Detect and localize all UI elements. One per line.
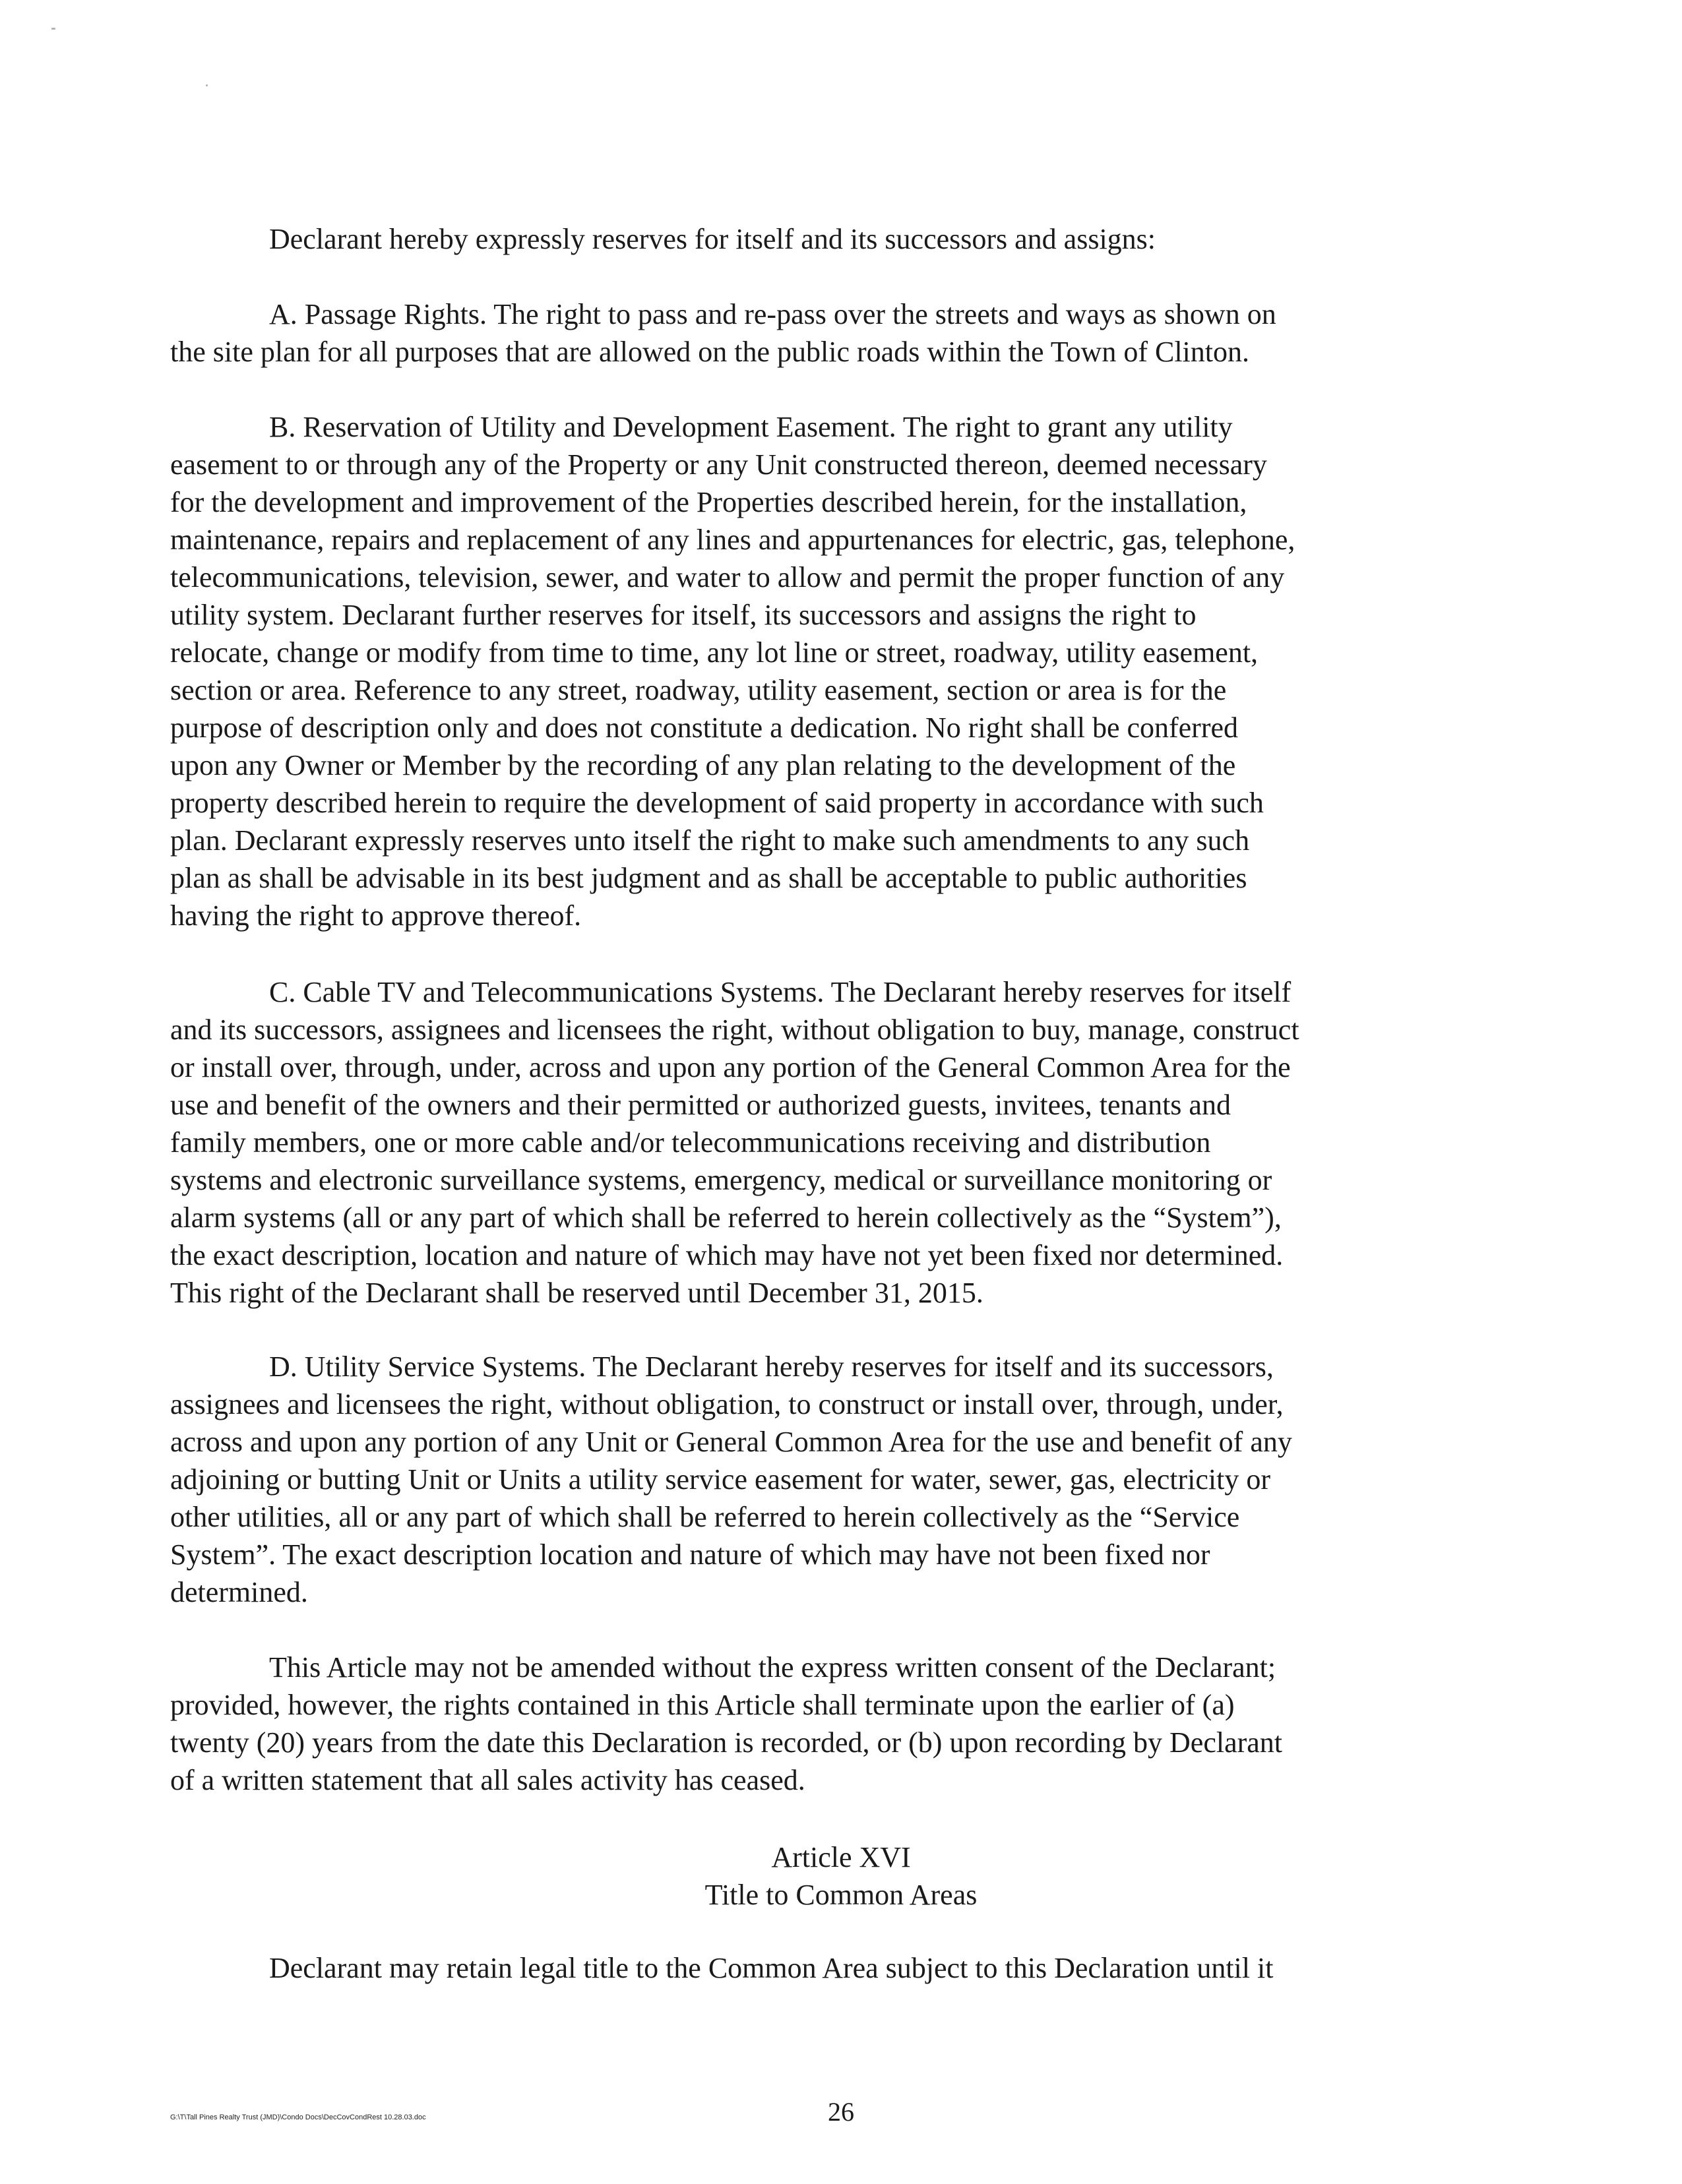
amendment-line: provided, however, the rights contained in this Article shall terminate upon the earlier of (a) — [170, 1689, 1235, 1721]
section-b-line: purpose of description only and does not constitute a dedication. No right shall be conferred — [170, 712, 1239, 744]
section-b-line: plan. Declarant expressly reserves unto itself the right to make such amendments to any such — [170, 824, 1250, 857]
article-title-heading: Title to Common Areas — [704, 1879, 978, 1911]
section-b-line: for the development and improvement of the Properties described herein, for the installation, — [170, 486, 1247, 518]
section-d-line: D. Utility Service Systems. The Declarant hereby reserves for itself and its successors, — [269, 1350, 1274, 1383]
section-b-line: plan as shall be advisable in its best judgment and as shall be acceptable to public authorities — [170, 862, 1247, 894]
scan-speck — [51, 28, 55, 30]
amendment-line: This Article may not be amended without the express written consent of the Declarant; — [269, 1651, 1276, 1684]
scan-speck — [206, 84, 208, 86]
section-d-line: determined. — [170, 1576, 308, 1608]
section-d-line: other utilities, all or any part of which shall be referred to herein collectively as the “Service — [170, 1501, 1240, 1533]
section-a-passage-rights — [170, 295, 1450, 371]
section-a-line: the site plan for all purposes that are allowed on the public roads within the Town of Clinton. — [170, 336, 1249, 368]
section-b-line: relocate, change or modify from time to time, any lot line or street, roadway, utility easement, — [170, 636, 1259, 669]
page-number: 26 — [828, 2097, 854, 2127]
section-b-line: easement to or through any of the Property or any Unit constructed thereon, deemed necessary — [170, 448, 1267, 481]
section-c-line: alarm systems (all or any part of which shall be referred to herein collectively as the “System”), — [170, 1201, 1282, 1234]
article-number-heading: Article XVI — [771, 1841, 911, 1873]
section-d-line: adjoining or butting Unit or Units a utility service easement for water, sewer, gas, electricity or — [170, 1463, 1270, 1496]
amendment-line: twenty (20) years from the date this Declaration is recorded, or (b) upon recording by Declarant — [170, 1726, 1283, 1759]
section-b-line: maintenance, repairs and replacement of any lines and appurtenances for electric, gas, telephone, — [170, 524, 1295, 556]
section-c-cable-tv — [170, 973, 1450, 1312]
section-c-line: the exact description, location and nature of which may have not yet been fixed nor determined. — [170, 1239, 1284, 1271]
section-c-line: This right of the Declarant shall be reserved until December 31, 2015. — [170, 1277, 983, 1309]
section-b-line: telecommunications, television, sewer, and water to allow and permit the proper function of any — [170, 561, 1285, 593]
section-b-line: property described herein to require the development of said property in accordance with such — [170, 787, 1264, 819]
section-c-line: C. Cable TV and Telecommunications Systems. The Declarant hereby reserves for itself — [269, 976, 1292, 1008]
section-c-line: use and benefit of the owners and their permitted or authorized guests, invitees, tenants and — [170, 1089, 1231, 1121]
amendment-line: of a written statement that all sales activity has ceased. — [170, 1764, 805, 1796]
section-d-line: across and upon any portion of any Unit or General Common Area for the use and benefit of any — [170, 1426, 1292, 1458]
section-c-line: family members, one or more cable and/or telecommunications receiving and distribution — [170, 1126, 1211, 1159]
footer-file-path: G:\T\Tall Pines Realty Trust (JMD)\Condo Docs\DecCovCondRest 10.28.03.doc — [170, 2113, 426, 2121]
section-b-utility-easement — [170, 408, 1450, 934]
amendment-paragraph — [170, 1649, 1450, 1799]
intro-line: Declarant hereby expressly reserves for itself and its successors and assigns: — [269, 223, 1156, 255]
section-c-line: systems and electronic surveillance systems, emergency, medical or surveillance monitoring or — [170, 1164, 1272, 1196]
section-b-line: section or area. Reference to any street, roadway, utility easement, section or area is for the — [170, 674, 1227, 706]
closing-paragraph — [170, 1949, 1450, 1987]
section-b-line: upon any Owner or Member by the recording of any plan relating to the development of the — [170, 749, 1236, 781]
intro-paragraph — [170, 220, 1450, 258]
section-d-utility-service — [170, 1348, 1450, 1611]
section-b-line: utility system. Declarant further reserves for itself, its successors and assigns the right to — [170, 599, 1197, 631]
section-b-line: having the right to approve thereof. — [170, 899, 582, 932]
section-c-line: or install over, through, under, across and upon any portion of the General Common Area for the — [170, 1051, 1291, 1083]
closing-line: Declarant may retain legal title to the Common Area subject to this Declaration until it — [269, 1952, 1274, 1984]
section-d-line: assignees and licensees the right, without obligation, to construct or install over, through, under, — [170, 1388, 1284, 1420]
section-d-line: System”. The exact description location and nature of which may have not been fixed nor — [170, 1538, 1210, 1571]
section-c-line: and its successors, assignees and licensees the right, without obligation to buy, manage, construct — [170, 1014, 1299, 1046]
section-b-line: B. Reservation of Utility and Development Easement. The right to grant any utility — [269, 411, 1233, 443]
section-a-line: A. Passage Rights. The right to pass and re-pass over the streets and ways as shown on — [269, 298, 1276, 330]
